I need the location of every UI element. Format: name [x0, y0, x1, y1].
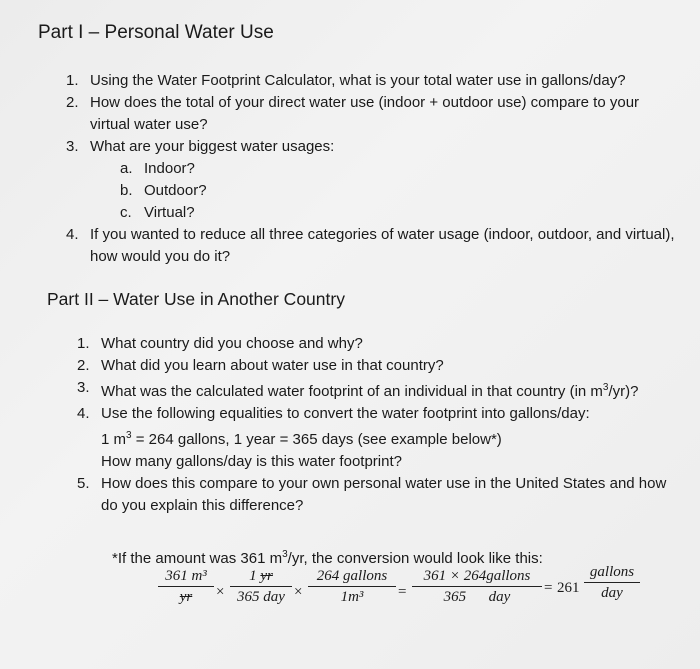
item-number: 1.: [66, 72, 79, 89]
equals-sign: =: [544, 580, 553, 596]
fraction-gallons-per-m3: 264 gallons 1m³: [308, 566, 396, 607]
equals-sign: =: [398, 584, 407, 600]
item-number: 1.: [77, 335, 90, 352]
part-2-title: Part II – Water Use in Another Country: [47, 289, 345, 309]
item-number: 2.: [66, 94, 79, 111]
list-item: [66, 70, 676, 92]
item-number: 4.: [77, 405, 90, 422]
equalities-text: 1 $m^3 = 264$ gallons, 1 year = 365 days (see example below*): [101, 430, 502, 448]
list-item: [77, 377, 677, 403]
result-value: 261: [557, 580, 580, 596]
question-text: What country did you choose and why?: [101, 335, 363, 352]
part-2-questions: [77, 333, 677, 517]
followup-question: How many gallons/day is this water footprint?: [101, 453, 402, 470]
sub-item-text: Indoor?: [144, 160, 195, 177]
question-text: How does the total of your direct water use (indoor + outdoor use) compare to your virtual water use?: [90, 94, 640, 133]
sub-item: [120, 202, 676, 224]
list-item: [77, 403, 677, 473]
fraction-product: 361 × 264gallons 365 day: [412, 566, 542, 607]
list-item: [77, 355, 677, 377]
list-item: [77, 473, 677, 517]
question-text: If you wanted to reduce all three categories of water usage (indoor, outdoor, and virtual), how would you do it?: [90, 226, 675, 265]
list-item: [66, 92, 676, 136]
part-1-title: Part I – Personal Water Use: [38, 22, 274, 43]
item-number: 4.: [66, 226, 79, 243]
item-number: 3.: [77, 379, 90, 396]
sub-item: [120, 158, 676, 180]
question-text: What was the calculated water footprint of an individual in that country (in $m^3/yr$)?: [101, 382, 639, 400]
fraction-gallons-per-day: gallons day: [584, 562, 640, 603]
example-note: *If the amount was 361 $m^3/yr$, the conversion would look like this:: [112, 549, 543, 567]
question-text: What are your biggest water usages:: [90, 138, 335, 155]
sub-item-text: Virtual?: [144, 204, 195, 221]
list-item: [66, 136, 676, 224]
question-text: What did you learn about water use in that country?: [101, 357, 444, 374]
item-number: 5.: [77, 475, 90, 492]
item-number: 2.: [77, 357, 90, 374]
fraction-yr-per-days: 1 yr 365 day: [230, 566, 292, 607]
sub-item-letter: c.: [120, 204, 132, 221]
list-item: [66, 224, 676, 268]
question-text: Use the following equalities to convert the water footprint into gallons/day:: [101, 405, 590, 422]
item-number: 3.: [66, 138, 79, 155]
question-text: Using the Water Footprint Calculator, what is your total water use in gallons/day?: [90, 72, 626, 89]
part-1-questions: [66, 70, 676, 268]
question-text: How does this compare to your own personal water use in the United States and how do you explain this difference?: [101, 475, 667, 514]
times-sign: ×: [294, 584, 303, 600]
sub-item: [120, 180, 676, 202]
times-sign: ×: [216, 584, 225, 600]
sub-list: [90, 158, 676, 224]
sub-item-text: Outdoor?: [144, 182, 207, 199]
sub-item-letter: b.: [120, 182, 133, 199]
sub-item-letter: a.: [120, 160, 133, 177]
fraction-361-per-yr: $\frac{\text{361 m³}}{yr}$: [158, 566, 214, 607]
list-item: [77, 333, 677, 355]
